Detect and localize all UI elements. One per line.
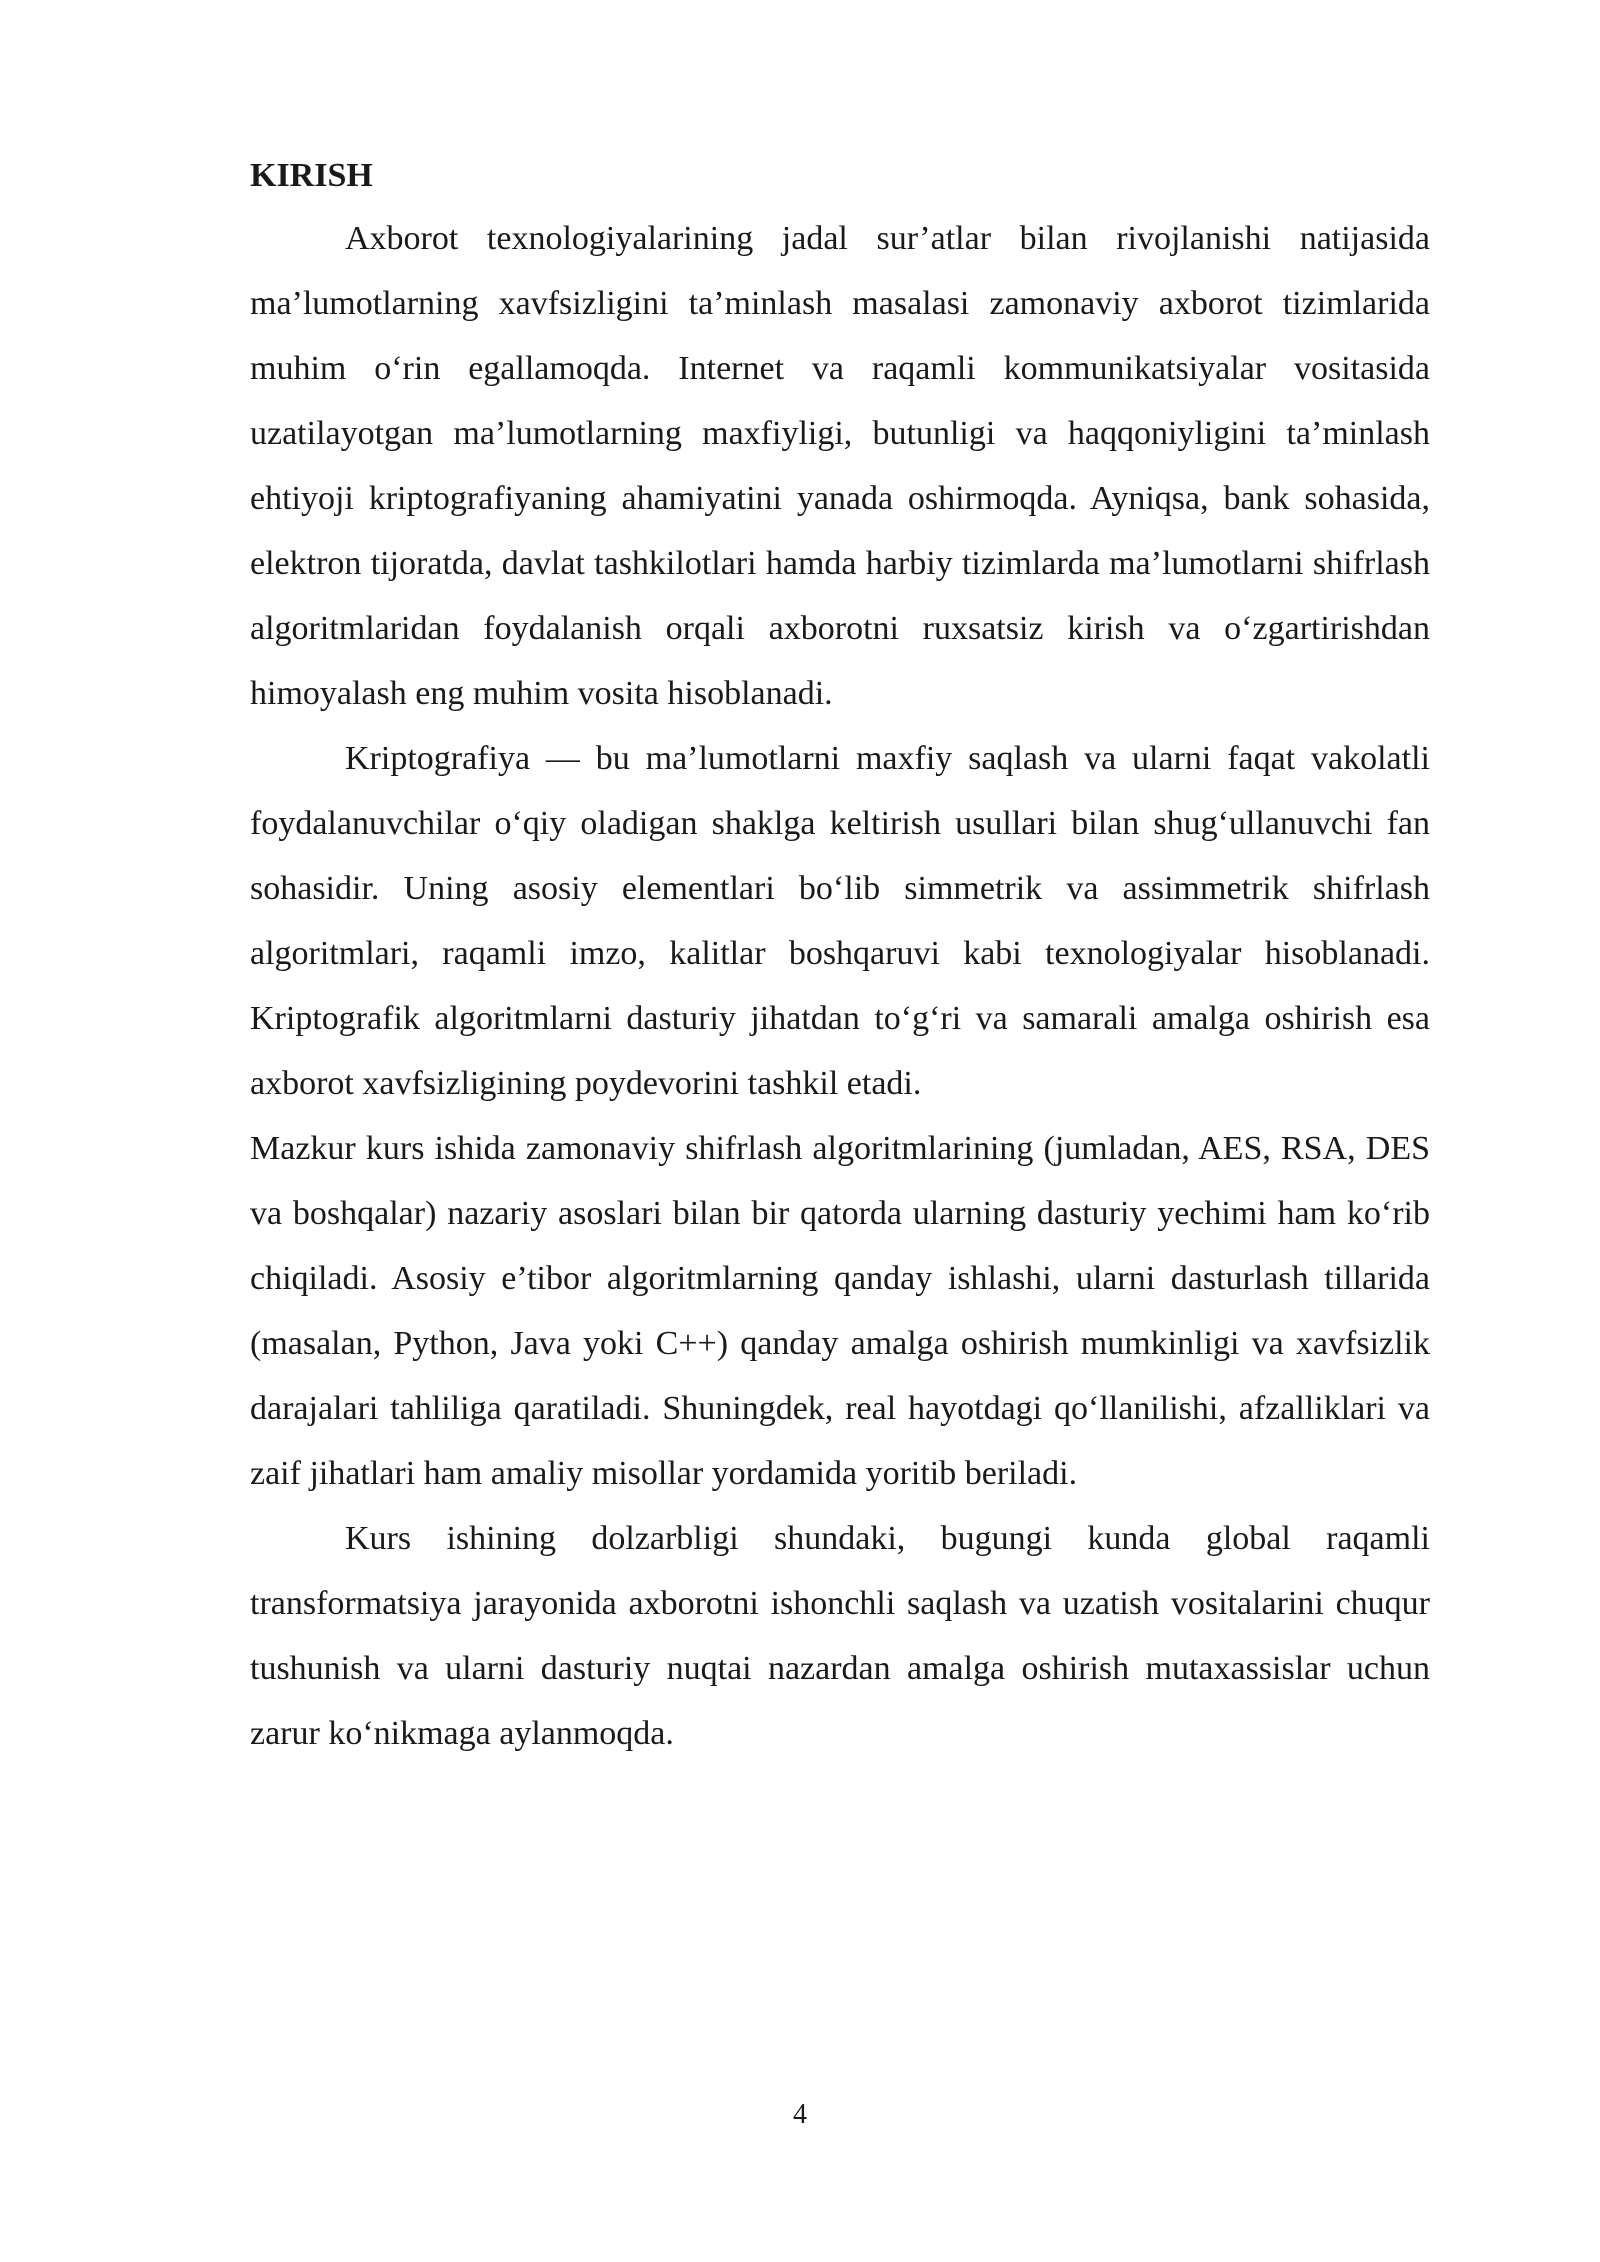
paragraph-relevance: Kurs ishining dolzarbligi shundaki, bugungi kunda global raqamli transformatsiya jarayonida axborotni ishonchli saqlash va uzatish vositalarini chuqur tushunish va ularni dasturiy nuqtai nazardan amalga oshirish mutaxassislar uchun zarur ko‘nikmaga aylanmoqda.: [250, 1520, 1430, 1752]
paragraph-course-scope: Mazkur kurs ishida zamonaviy shifrlash algoritmlarining (jumladan, AES, RSA, DES va boshqalar) nazariy asoslari bilan bir qatorda ularning dasturiy yechimi ham ko‘rib chiqiladi. Asosiy e’tibor algoritmlarning qanday ishlashi, ularni dasturlash tillarida (masalan, Python, Java yoki C++) qanday amalga oshirish mumkinligi va xavfsizlik darajalari tahliliga qaratiladi. Shuningdek, real hayotdagi qo‘llanilishi, afzalliklari va zaif jihatlari ham amaliy misollar yordamida yoritib beriladi.: [250, 1130, 1430, 1492]
section-heading: KIRISH: [250, 157, 373, 194]
paragraph-cryptography: Kriptografiya — bu ma’lumotlarni maxfiy saqlash va ularni faqat vakolatli foydalanuvchilar o‘qiy oladigan shaklga keltirish usullari bilan shug‘ullanuvchi fan sohasidir. Uning asosiy elementlari bo‘lib simmetrik va assimmetrik shifrlash algoritmlari, raqamli imzo, kalitlar boshqaruvi kabi texnologiyalar hisoblanadi. Kriptografik algoritmlarni dasturiy jihatdan to‘g‘ri va samarali amalga oshirish esa axborot xavfsizligining poydevorini tashkil etadi.: [250, 740, 1430, 1102]
page-number: 4: [793, 2099, 807, 2130]
document-page: [250, 150, 1430, 1766]
paragraph-intro: Axborot texnologiyalarining jadal sur’atlar bilan rivojlanishi natijasida ma’lumotlarning xavfsizligini ta’minlash masalasi zamonaviy axborot tizimlarida muhim o‘rin egallamoqda. Internet va raqamli kommunikatsiyalar vositasida uzatilayotgan ma’lumotlarning maxfiyligi, butunligi va haqqoniyligini ta’minlash ehtiyoji kriptografiyaning ahamiyatini yanada oshirmoqda. Ayniqsa, bank sohasida, elektron tijoratda, davlat tashkilotlari hamda harbiy tizimlarda ma’lumotlarni shifrlash algoritmlaridan foydalanish orqali axborotni ruxsatsiz kirish va o‘zgartirishdan himoyalash eng muhim vosita hisoblanadi.: [250, 220, 1430, 712]
